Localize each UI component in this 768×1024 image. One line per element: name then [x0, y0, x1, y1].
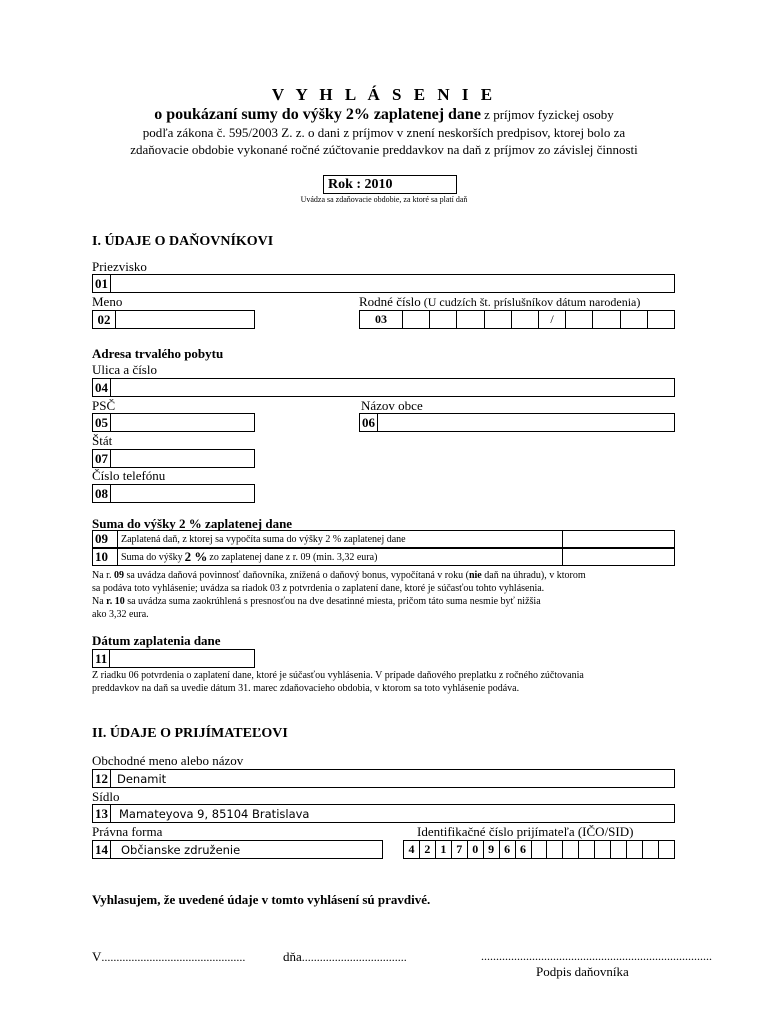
- date-dots: ...................................: [301, 950, 407, 964]
- document-subtitle: [0, 106, 768, 124]
- legal-form-field[interactable]: [92, 840, 383, 859]
- row-10-value[interactable]: [563, 549, 674, 565]
- birth-number-label-text: Rodné číslo: [359, 294, 421, 309]
- field-number: 13: [93, 805, 111, 822]
- subtitle-rest: z príjmov fyzickej osoby: [480, 107, 614, 122]
- ico-digit-cell[interactable]: [546, 841, 562, 858]
- ico-digit-cell[interactable]: 4: [408, 842, 415, 856]
- note-text: sa uvádza daňová povinnosť daňovníka, znížená o daňový bonus, vypočítaná v roku (: [123, 570, 469, 581]
- place-field[interactable]: [92, 949, 245, 965]
- ico-digit-cell[interactable]: [594, 841, 610, 858]
- document-title: V Y H L Á S E N I E: [271, 85, 497, 104]
- address-heading: Adresa trvalého pobytu: [92, 346, 224, 361]
- seat-label: Sídlo: [92, 789, 120, 804]
- row-10-desc-b: 2 %: [184, 549, 208, 564]
- law-reference: podľa zákona č. 595/2003 Z. z. o dani z príjmov v znení neskorších predpisov, ktorej bolo za: [142, 125, 626, 140]
- field-number: 05: [93, 414, 111, 431]
- date-notes: [92, 669, 682, 695]
- date-field[interactable]: [283, 949, 407, 965]
- date-heading: Dátum zaplatenia dane: [92, 633, 221, 648]
- legal-form-value: Občianske združenie: [121, 842, 241, 857]
- state-label: Štát: [92, 433, 113, 448]
- state-field[interactable]: [92, 449, 255, 468]
- ico-digit-cell[interactable]: [658, 841, 674, 858]
- ico-digit-cell[interactable]: [626, 841, 642, 858]
- field-number: 02: [93, 311, 116, 328]
- ico-digit-cell[interactable]: 7: [451, 841, 467, 858]
- row-10-description: [118, 549, 563, 565]
- note-text: daň na úhradu), v ktorom: [481, 570, 586, 581]
- surname-label: Priezvisko: [92, 259, 147, 274]
- place-prefix: V: [92, 949, 102, 964]
- sum-note-line: ako 3,32 eura.: [92, 609, 149, 620]
- field-number: 07: [93, 450, 111, 467]
- birth-digit-cell[interactable]: [456, 311, 483, 328]
- street-field[interactable]: [92, 378, 675, 397]
- payment-date-field[interactable]: [92, 649, 255, 668]
- note-bold: 09: [113, 570, 124, 581]
- phone-label: Číslo telefónu: [92, 468, 166, 483]
- sum-note-line: [92, 569, 682, 582]
- ico-digit-cell[interactable]: [610, 841, 626, 858]
- birth-slash-cell: /: [538, 311, 565, 328]
- row-10-number: 10: [93, 549, 118, 565]
- field-number: 12: [93, 770, 111, 787]
- year-note: Uvádza sa zdaňovacie obdobie, za ktoré sa platí daň: [300, 195, 468, 204]
- row-09-description: Zaplatená daň, z ktorej sa vypočíta suma do výšky 2 % zaplatenej dane: [118, 531, 563, 547]
- psc-label: PSČ: [92, 398, 116, 413]
- ico-field[interactable]: [403, 840, 675, 859]
- note-text: sa uvádza suma zaokrúhlená s presnosťou na dve desatinné miesta, pričom táto suma nesmie byť nižšia: [124, 596, 541, 607]
- birth-digit-cell[interactable]: [565, 311, 592, 328]
- name-label: Meno: [92, 294, 123, 309]
- ico-digit-cell[interactable]: [642, 841, 658, 858]
- signature-label: Podpis daňovníka: [536, 964, 629, 979]
- sum-note-line: sa podáva toto vyhlásenie; uvádza sa riadok 03 z potvrdenia o zaplatení dane, ktoré je súčasťou tohto vyhlásenia.: [92, 583, 545, 594]
- date-prefix: dňa: [283, 949, 302, 964]
- birth-digit-cell[interactable]: [402, 311, 429, 328]
- section-2-heading: II. ÚDAJE O PRIJÍMATEĽOVI: [92, 726, 288, 741]
- note-bold: r. 10: [106, 596, 125, 607]
- declaration: Vyhlasujem, že uvedené údaje v tomto vyhlásení sú pravdivé.: [92, 892, 431, 907]
- surname-field[interactable]: [92, 274, 675, 293]
- field-number: 01: [93, 275, 111, 292]
- field-number: 14: [93, 841, 111, 858]
- sum-notes: [92, 569, 682, 621]
- ico-digit-cell[interactable]: [531, 841, 547, 858]
- ico-digit-cell[interactable]: 0: [467, 841, 483, 858]
- ico-digit-cell[interactable]: [562, 841, 578, 858]
- ico-digit-cell[interactable]: 9: [483, 841, 499, 858]
- birth-number-hint: (U cudzích št. príslušníkov dátum narodenia): [420, 295, 641, 309]
- city-field[interactable]: [359, 413, 675, 432]
- note-text: Na r.: [92, 570, 114, 581]
- birth-digit-cell[interactable]: [511, 311, 538, 328]
- name-field[interactable]: [92, 310, 255, 329]
- birth-digit-cell[interactable]: [484, 311, 511, 328]
- birth-number-label-cell: 03: [374, 312, 387, 326]
- field-number: 08: [93, 485, 111, 502]
- note-text: Na: [92, 596, 107, 607]
- ico-digit-cell[interactable]: 6: [499, 841, 515, 858]
- recipient-name-label: Obchodné meno alebo názov: [92, 753, 244, 768]
- sum-note-line: [92, 595, 682, 608]
- psc-field[interactable]: [92, 413, 255, 432]
- date-note-line: preddavkov na daň sa uvedie dátum 31. marec zdaňovacieho obdobia, v ktorom sa toto vyhlásenie podáva.: [92, 683, 520, 694]
- city-label: Názov obce: [361, 398, 423, 413]
- tax-period-description: zdaňovacie obdobie vykonané ročné zúčtovanie preddavkov na daň z príjmov zo závislej činnosti: [130, 142, 638, 157]
- year-box[interactable]: Rok : 2010: [323, 175, 457, 194]
- signature-line[interactable]: .............................................................................: [481, 949, 712, 963]
- ico-digit-cell[interactable]: 1: [435, 841, 451, 858]
- birth-digit-cell[interactable]: [647, 311, 674, 328]
- row-09: [92, 530, 675, 548]
- row-10: [92, 548, 675, 566]
- row-10-desc-c: zo zaplatenej dane z r. 09 (min. 3,32 eura): [209, 551, 378, 563]
- ico-digit-cell[interactable]: [578, 841, 594, 858]
- row-09-value[interactable]: [563, 531, 674, 547]
- subtitle-bold: o poukázaní sumy do výšky 2% zaplatenej dane: [154, 106, 481, 123]
- place-dots: ................................................: [101, 950, 246, 964]
- field-number: 06: [360, 414, 378, 431]
- row-09-number: 09: [93, 531, 118, 547]
- sum-heading: Suma do výšky 2 % zaplatenej dane: [92, 516, 293, 531]
- seat-field[interactable]: [92, 804, 675, 823]
- recipient-name-field[interactable]: [92, 769, 675, 788]
- birth-digit-cell[interactable]: [620, 311, 647, 328]
- field-number: 11: [93, 650, 110, 667]
- birth-digit-cell[interactable]: [592, 311, 619, 328]
- note-bold: nie: [468, 570, 482, 581]
- birth-digit-cell[interactable]: [429, 311, 456, 328]
- ico-label: Identifikačné číslo prijímateľa (IČO/SID): [417, 824, 634, 839]
- birth-number-field[interactable]: [359, 310, 675, 329]
- ico-digit-cell[interactable]: 2: [419, 841, 435, 858]
- phone-field[interactable]: [92, 484, 255, 503]
- date-note-line: Z riadku 06 potvrdenia o zaplatení dane, ktoré je súčasťou vyhlásenia. V prípade daňového preplatku z ročného zúčtovania: [92, 670, 584, 681]
- legal-form-label: Právna forma: [92, 824, 163, 839]
- birth-number-label: [359, 294, 640, 310]
- row-10-desc-a: Suma do výšky: [121, 551, 183, 563]
- field-number: 04: [93, 379, 111, 396]
- ico-digit-cell[interactable]: 6: [515, 841, 531, 858]
- section-1-heading: I. ÚDAJE O DAŇOVNÍKOVI: [92, 234, 274, 249]
- recipient-name-value: Denamit: [117, 771, 167, 786]
- street-label: Ulica a číslo: [92, 362, 157, 377]
- seat-value: Mamateyova 9, 85104 Bratislava: [119, 806, 310, 821]
